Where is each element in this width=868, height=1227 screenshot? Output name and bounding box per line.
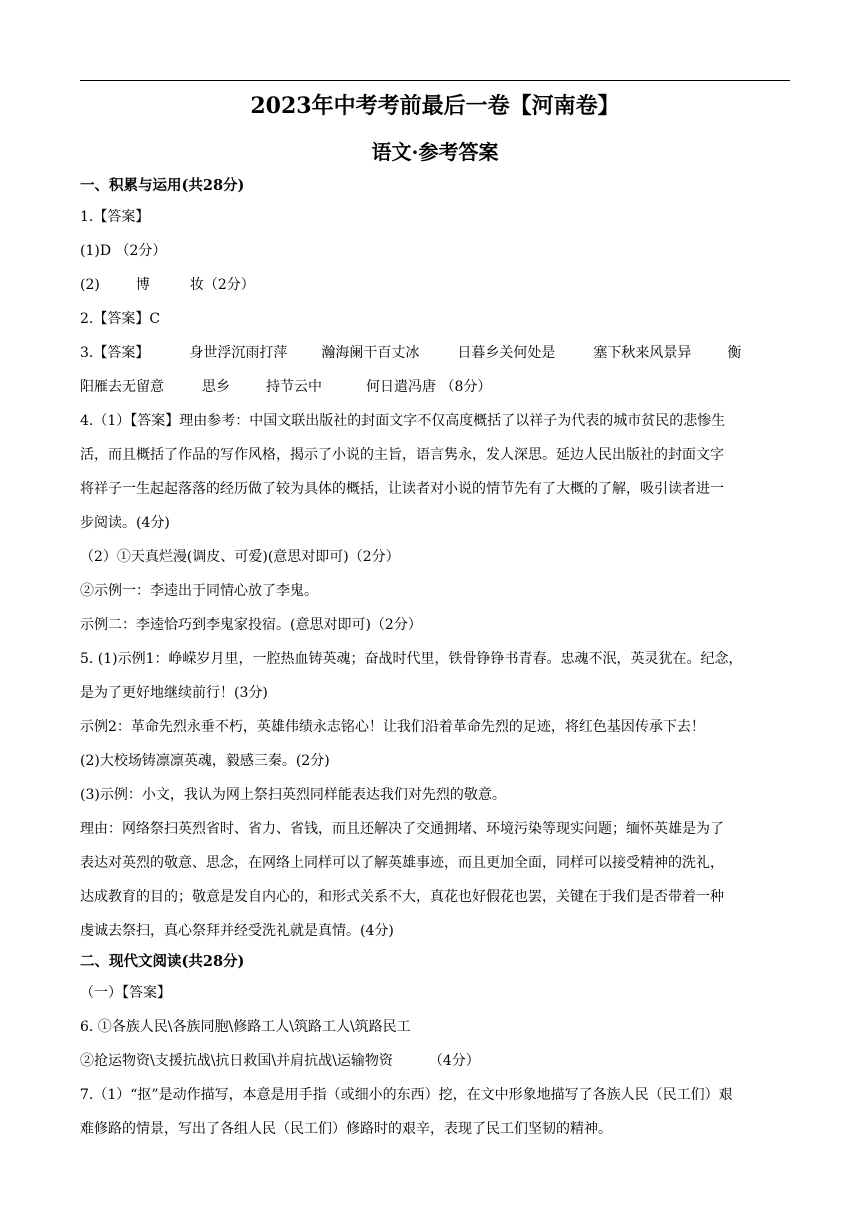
answer-line: 2.【答案】C [80, 311, 161, 327]
answer-fragment: 博 [135, 277, 150, 293]
answer-fragment: 日暮乡关何处是 [457, 345, 556, 361]
section-heading-2: 二、现代文阅读(共28分) [80, 953, 245, 970]
answer-fragment: 持节云中 [266, 379, 322, 395]
answer-line: （一）【答案】 [80, 985, 171, 1001]
answer-line: ②示例一：李逵出于同情心放了李鬼。 [80, 583, 318, 599]
answer-line: 示例2：革命先烈永垂不朽，英雄伟绩永志铭心！让我们沿着革命先烈的足迹，将红色基因传承下去！ [80, 719, 705, 735]
document-subtitle: 语文·参考答案 [371, 140, 499, 164]
answer-line [80, 370, 792, 404]
answer-fragment: 思乡 [202, 379, 230, 395]
answer-fragment: （4分） [428, 1053, 480, 1069]
answer-line: 活，而且概括了作品的写作风格，揭示了小说的主旨，语言隽永，发人深思。延边人民出版社的封面文字 [80, 447, 724, 463]
answer-fragment: 瀚海阑干百丈冰 [321, 345, 420, 361]
answer-line [80, 336, 792, 370]
document-title: 2023年中考考前最后一卷【河南卷】 [250, 93, 620, 119]
answer-fragment: (2) [80, 277, 100, 293]
answer-line: (2)大校场铸凛凛英魂，毅感三秦。(2分) [80, 753, 330, 769]
answer-line: 步阅读。(4分) [80, 515, 170, 531]
answer-line: 理由：网络祭扫英烈省时、省力、省钱，而且还解决了交通拥堵、环境污染等现实问题；缅怀英雄是为了 [80, 821, 724, 837]
answer-line: 难修路的情景，写出了各组人民（民工们）修路时的艰辛，表现了民工们坚韧的精神。 [80, 1121, 612, 1137]
answer-line: 虔诚去祭扫，真心祭拜并经受洗礼就是真情。(4分) [80, 923, 394, 939]
answer-line: 7.（1）“抠”是动作描写，本意是用手指（或细小的东西）挖，在文中形象地描写了各族人民（民工们）艰 [80, 1087, 733, 1103]
answer-line: 5. (1)示例1：峥嵘岁月里，一腔热血铸英魂；奋战时代里，铁骨铮铮书青春。忠魂不泯，英灵犹在。纪念， [80, 651, 743, 667]
answer-line: 1.【答案】 [80, 209, 150, 225]
header-rule [80, 80, 790, 81]
answer-line: 6. ①各族人民\各族同胞\修路工人\筑路工人\筑路民工 [80, 1019, 411, 1035]
answer-line: 是为了更好地继续前行！(3分) [80, 685, 268, 701]
answer-line: 示例二：李逵恰巧到李鬼家投宿。(意思对即可)（2分） [80, 617, 422, 633]
answer-body [80, 172, 792, 1146]
answer-fragment: 阳雁去无留意 [80, 379, 164, 395]
answer-fragment: 何日遣冯唐 （8分） [366, 379, 492, 395]
answer-fragment: 塞下秋来风景异 [593, 345, 692, 361]
answer-fragment: 妆（2分） [189, 277, 255, 293]
answer-fragment: 衡 [727, 345, 742, 361]
answer-fragment: 3.【答案】 [80, 345, 150, 361]
answer-line: 达成教育的目的；敬意是发自内心的，和形式关系不大，真花也好假花也罢，关键在于我们是否带着一种 [80, 889, 724, 905]
answer-line: (1)D （2分） [80, 243, 167, 259]
answer-line: 表达对英烈的敬意、思念，在网络上同样可以了解英雄事迹，而且更加全面，同样可以接受精神的洗礼， [80, 855, 724, 871]
section-heading-1: 一、积累与运用(共28分) [80, 177, 245, 194]
answer-line: 将祥子一生起起落落的经历做了较为具体的概括，让读者对小说的情节先有了大概的了解，吸引读者进一 [80, 481, 724, 497]
answer-line [80, 268, 792, 302]
answer-line: (3)示例：小文，我认为网上祭扫英烈同样能表达我们对先烈的敬意。 [80, 787, 506, 803]
answer-fragment: 身世浮沉雨打萍 [189, 345, 288, 361]
answer-line [80, 1044, 792, 1078]
answer-line: （2）①天真烂漫(调皮、可爱)(意思对即可)（2分） [80, 549, 400, 565]
answer-line: 4.（1）【答案】理由参考：中国文联出版社的封面文字不仅高度概括了以祥子为代表的城市贫民的悲惨生 [80, 413, 726, 429]
answer-fragment: ②抢运物资\支援抗战\抗日救国\并肩抗战\运输物资 [80, 1053, 393, 1069]
